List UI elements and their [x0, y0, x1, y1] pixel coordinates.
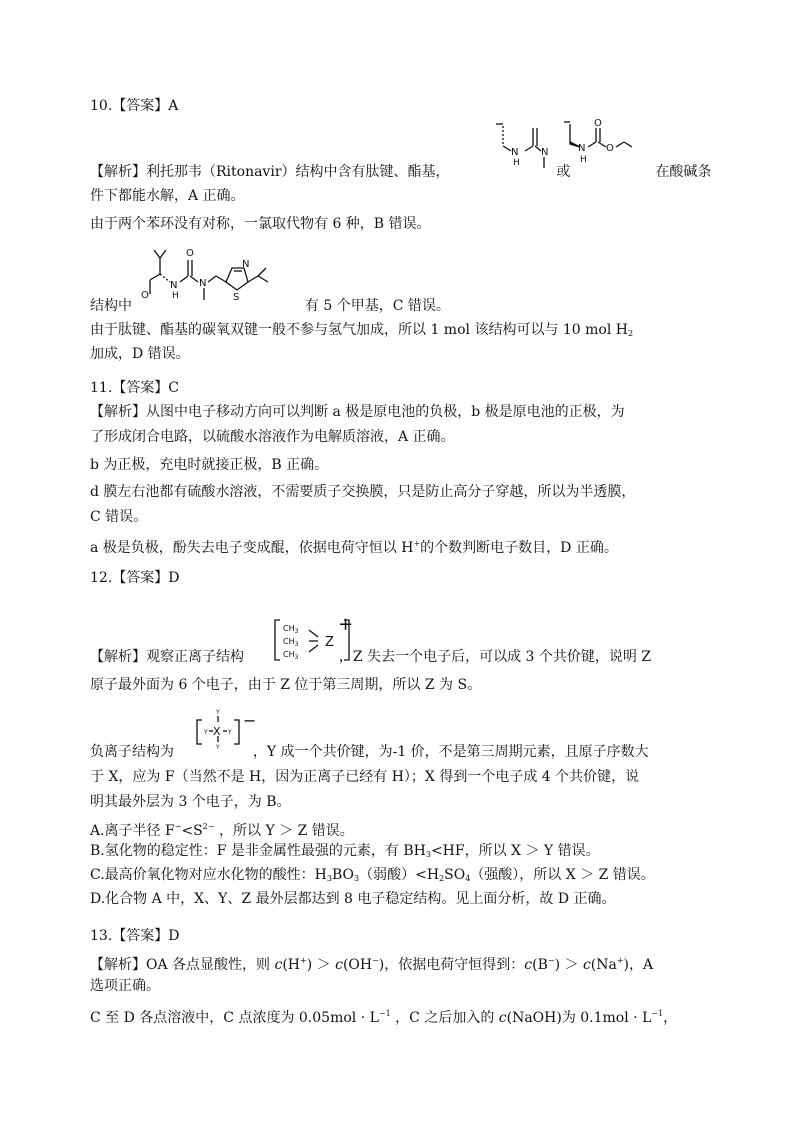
q11-heading: 11.【答案】C: [90, 380, 179, 396]
fragment-o-atom: O: [141, 290, 149, 301]
q10-line-1b: 在酸碱条: [655, 164, 712, 180]
q12-heading: 12.【答案】D: [90, 570, 180, 586]
q10-line-3: 由于两个苯环没有对称，一氯取代物有 6 种，B 错误。: [90, 216, 431, 232]
fragment-o2-atom: O: [186, 248, 194, 259]
cation-z-atom: Z: [325, 635, 334, 650]
fragment-n1-atom: N: [170, 280, 178, 291]
cation-ch3-1: $CH_3$: [283, 624, 299, 635]
q12-option-d: D.化合物 A 中，X、Y、Z 最外层都达到 8 电子稳定结构。见上面分析，故 D 正确。: [90, 891, 616, 907]
q12-line-4: 于 X，应为 F（当然不是 H，因为正离子已经有 H）；X 得到一个电子成 4 个共价键，说: [90, 769, 640, 785]
q10-heading: 10.【答案】A: [90, 98, 179, 114]
q11-line-1: 【解析】从图中电子移动方向可以判断 a 极是原电池的负极，b 极是原电池的正极，为: [90, 404, 625, 420]
ester-o2-atom: O: [606, 143, 614, 154]
q13-line-3: C 至 D 各点溶液中，C 点浓度为 $0.05mol \cdot L^{-1}$ ，C 之后加入的 c(NaOH)为 $0.1mol \cdot L^{-1}$，: [90, 1009, 678, 1026]
q11-line-6a: a 极是负极，酚失去电子变成醌，依据电荷守恒以 H: [90, 540, 414, 556]
q12-line-3a: 负离子结构为: [90, 744, 174, 760]
cation-charge: +: [338, 614, 354, 635]
q12-option-b: B.氢化物的稳定性：F 是非金属性最强的元素，有 $BH_3<HF$，所以 X ＞ Y 错误。: [90, 843, 600, 859]
q10-line-4b: 有 5 个甲基，C 错误。: [304, 298, 450, 314]
q12-line-1: [90, 647, 651, 667]
ester-h-atom: H: [580, 155, 587, 165]
q10-line-4: [90, 296, 450, 316]
q13-line-2: 选项正确。: [90, 978, 160, 994]
q11-line-6: [90, 534, 618, 558]
q12-option-c: C.最高价氧化物对应水化物的酸性：$H_3BO_3$（弱酸）$<H_2SO_4$（强酸），所以 X ＞ Z 错误。: [90, 867, 655, 883]
q12-line-5: 明其最外层为 3 个电子，为 B。: [90, 794, 291, 810]
peptide-n2-atom: N: [541, 147, 549, 158]
q10-line-5-sub: 2: [628, 329, 634, 338]
cation-ch3-2: $CH_3$: [283, 637, 299, 648]
ester-o1-atom: O: [594, 118, 602, 129]
q10-line-1: [90, 162, 711, 182]
q12-line-2: 原子最外面为 6 个电子，由于 Z 位于第三周期，所以 Z 为 S。: [90, 677, 482, 693]
ester-n-atom: N: [578, 143, 586, 154]
anion-y-bottom: Y: [216, 744, 220, 751]
q12-line-1b: ，Z 失去一个电子后，可以成 3 个共价键，说明 Z: [338, 649, 652, 665]
q10-line-5a: 由于肽键、酯基的碳氧双键一般不参与氢气加成，所以 1 mol 该结构可以与 10 mol H: [90, 322, 628, 338]
q10-line-6: 加成，D 错误。: [90, 346, 190, 362]
q11-line-5: C 错误。: [90, 509, 148, 525]
q10-or-text: 或: [556, 164, 571, 180]
q10-line-4a: 结构中: [90, 298, 132, 314]
q11-line-6-sup: +: [413, 539, 421, 548]
anion-y-left: Y: [204, 729, 208, 736]
q11-line-6b: 的个数判断电子数目，D 正确。: [420, 540, 618, 556]
q11-line-3: b 为正极，充电时就接正极，B 正确。: [90, 457, 329, 473]
fragment-h-atom: H: [172, 291, 179, 301]
peptide-n-atom: N: [511, 147, 519, 158]
cation-ch3-3: $CH_3$: [283, 650, 299, 661]
q10-line-5: [90, 320, 633, 344]
q12-line-3b: ，Y 成一个共价键，为-1 价，不是第三周期元素，且原子序数大: [252, 744, 649, 760]
q11-line-4: d 膜左右池都有硫酸水溶液，不需要质子交换膜，只是防止高分子穿越，所以为半透膜，: [90, 484, 636, 500]
q12-line-3: [90, 742, 649, 762]
q11-line-2: 了形成闭合电路，以硫酸水溶液作为电解质溶液，A 正确。: [90, 429, 455, 445]
q12-line-1a: 【解析】观察正离子结构: [90, 649, 244, 665]
anion-charge: −: [243, 711, 257, 730]
anion-x-atom: X: [213, 725, 221, 738]
q13-heading: 13.【答案】D: [90, 928, 180, 944]
q10-line-2: 件下都能水解，A 正确。: [90, 188, 245, 204]
q10-line-1a: 【解析】利托那韦（Ritonavir）结构中含有肽键、酯基，: [90, 164, 450, 180]
fragment-n2-atom: N: [199, 278, 207, 289]
fragment-n3-atom: N: [242, 259, 250, 270]
peptide-h-atom: H: [513, 158, 520, 168]
anion-y-top: Y: [216, 709, 220, 716]
fragment-s-atom: S: [233, 292, 240, 303]
q13-line-1: 【解析】OA 各点显酸性，则 c(H+) ＞ c(OH−)，依据电荷守恒得到：c(B−) ＞ c(Na+)，A: [90, 956, 654, 973]
anion-y-right: Y: [228, 729, 232, 736]
q12-option-a: A.离子半径 $F^-<S^{2-}$ ，所以 Y ＞ Z 错误。: [90, 822, 354, 839]
